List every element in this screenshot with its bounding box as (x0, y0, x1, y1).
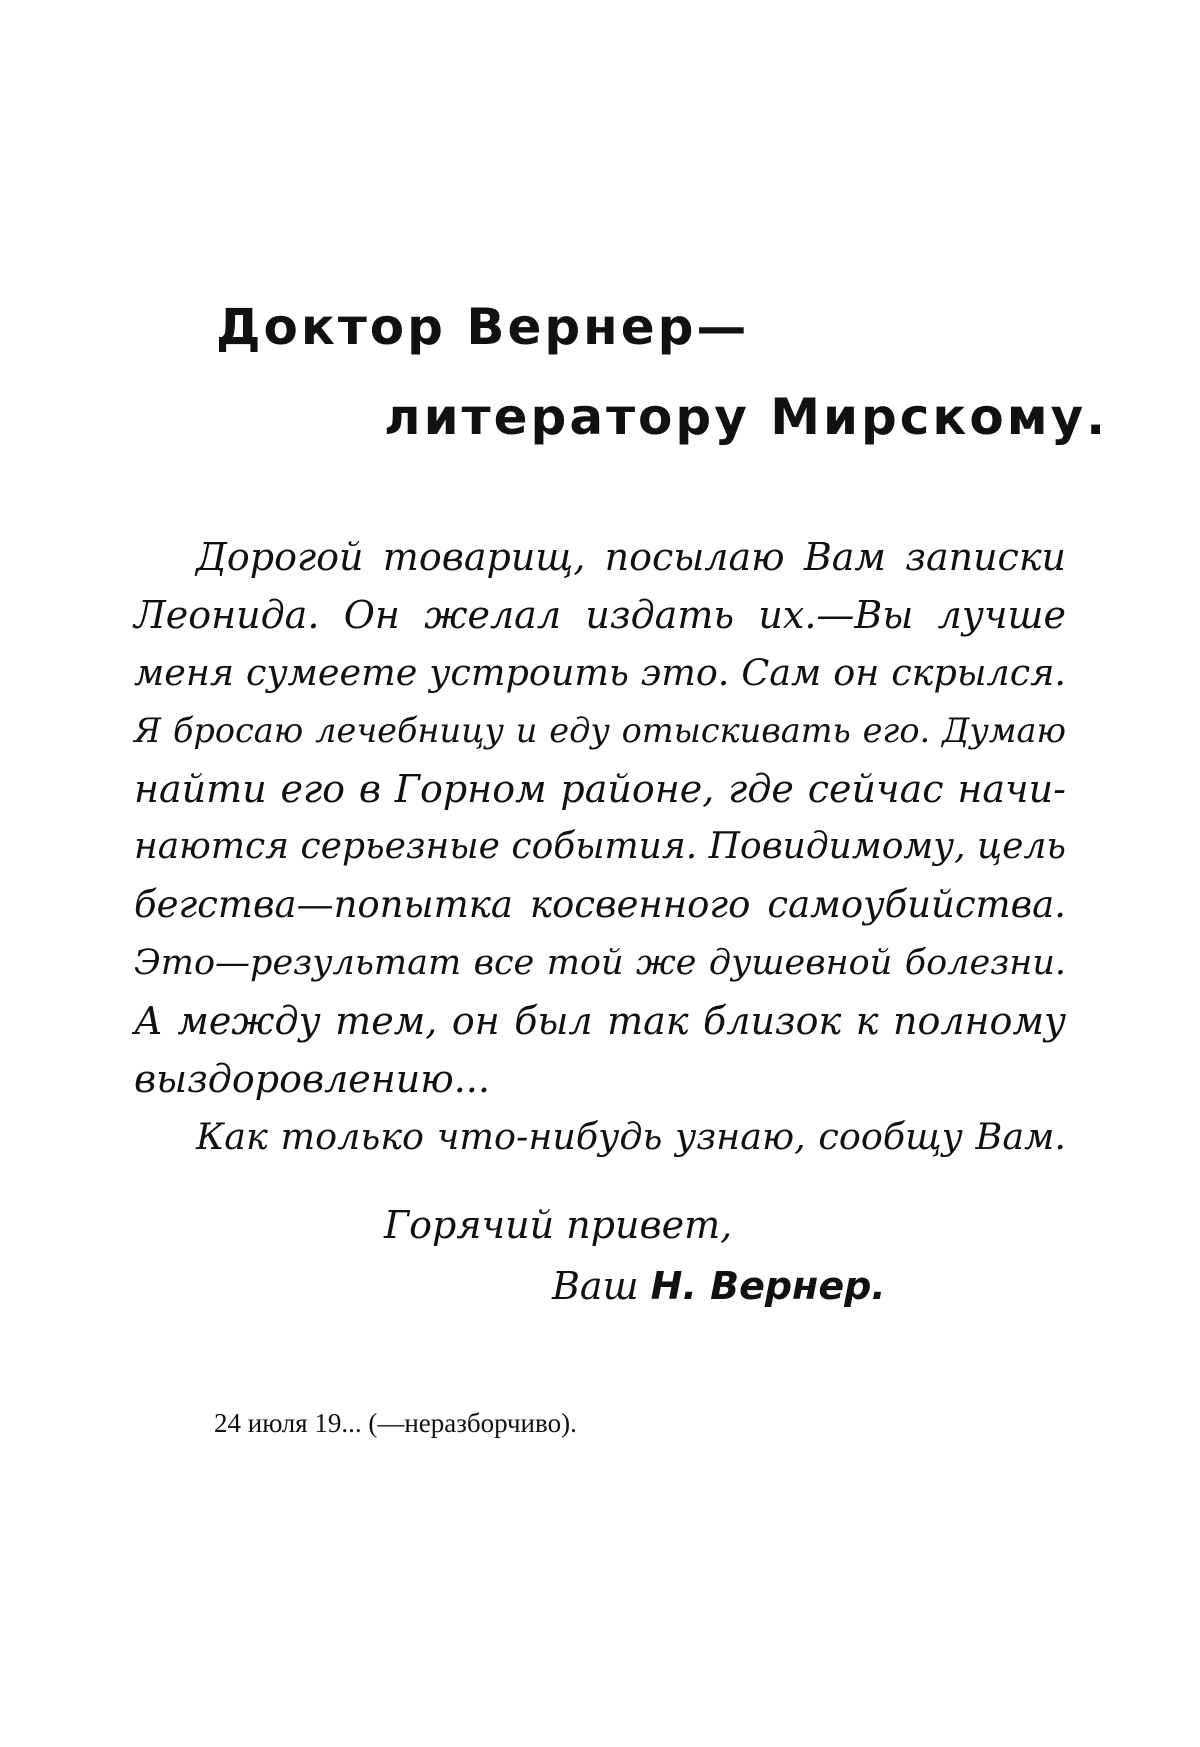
letter-line: выздоровлению... (134, 1057, 490, 1101)
letter-line: бегства—попытка косвенного самоубийства. (134, 883, 1066, 926)
heading-line-1: Доктор Вернер— (216, 298, 750, 356)
letter-signature (552, 1264, 886, 1308)
letter-line: найти его в Горном районе, где сейчас начи- (134, 767, 1066, 811)
date-note: 24 июля 19... (—неразборчиво). (214, 1408, 577, 1438)
letter-greeting: Горячий привет, (384, 1203, 733, 1247)
letter-line: наются серьезные события. Повидимому, цель (134, 826, 1066, 867)
signature-prefix: Ваш (552, 1264, 651, 1308)
heading-line-2: литератору Мирскому. (384, 388, 1109, 446)
signature-name: Н. Вернер. (650, 1264, 886, 1308)
letter-line: меня сумеете устроить это. Сам он скрылся. (134, 651, 1066, 694)
letter-closing: Как только что-нибудь узнаю, сообщу Вам. (196, 1115, 1066, 1158)
letter-line: Леонида. Он желал издать их.—Вы лучше (134, 593, 1066, 637)
letter-line: Дорогой товарищ, посылаю Вам записки (196, 535, 1066, 579)
letter-line: А между тем, он был так близок к полному (134, 999, 1066, 1043)
letter-line: Это—результат все той же душевной болезни. (134, 943, 1066, 983)
letter-line: Я бросаю лечебницу и еду отыскивать его. Думаю (134, 711, 1066, 750)
letter-body (134, 528, 1066, 1108)
